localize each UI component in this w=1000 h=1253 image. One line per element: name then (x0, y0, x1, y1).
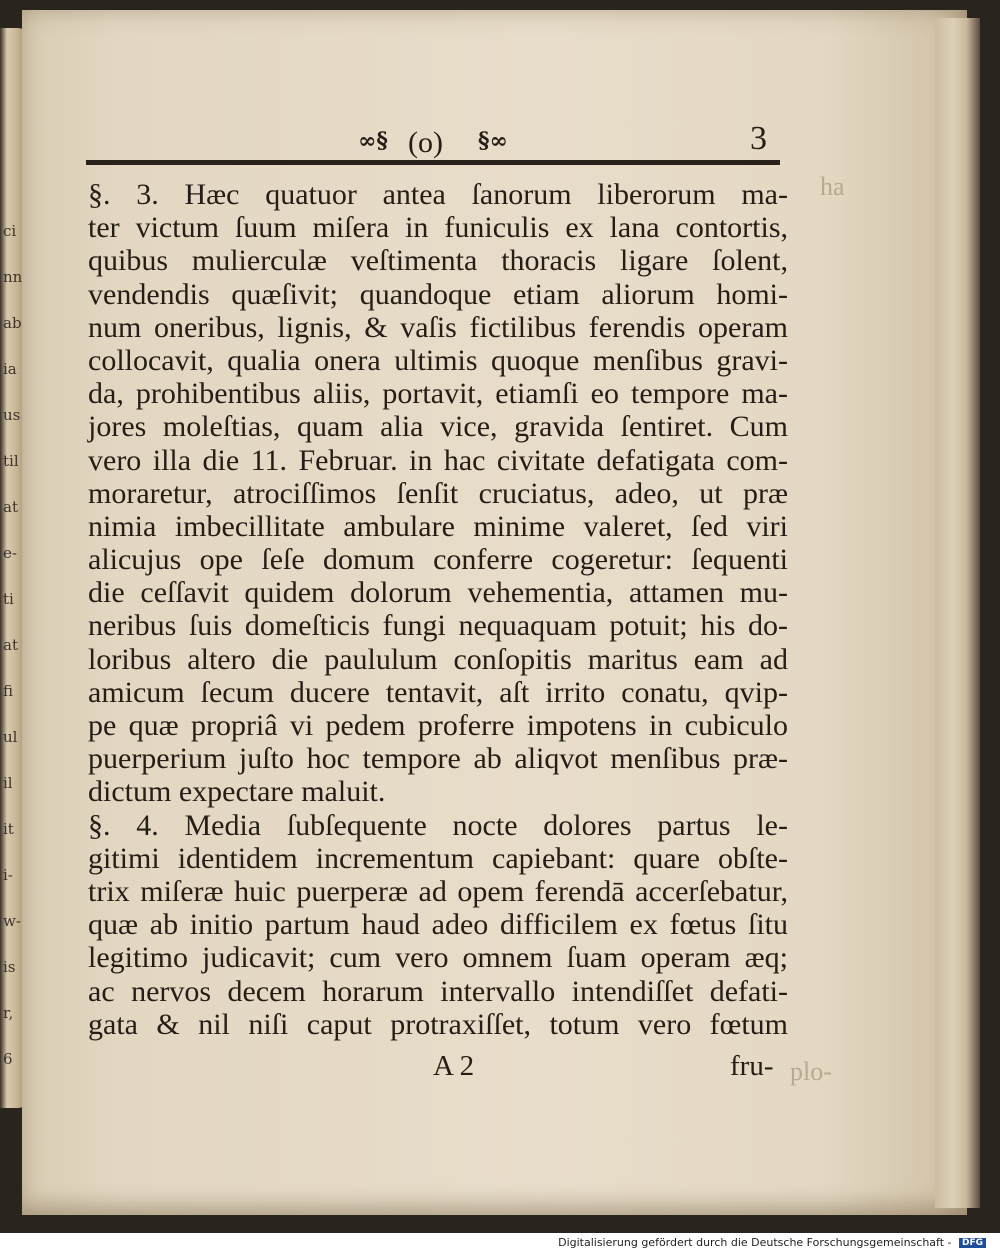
body-text (88, 178, 788, 1041)
bleed-through-top: ha (820, 172, 845, 201)
right-page-edge (935, 18, 980, 1208)
header-ornament-left: ∞§ (358, 128, 388, 154)
text-line: puerperium juſto hoc tempore ab aliqvot menſibus præ- (88, 742, 788, 776)
page-number: 3 (750, 120, 767, 157)
text-line: da, prohibentibus aliis, portavit, etiamſi eo tempore ma- (88, 377, 788, 411)
text-line: alicujus ope ſeſe domum conferre cogeretur: ſequenti (88, 543, 788, 577)
text-line: gata & nil niſi caput protraxiſſet, totum vero fœtum (88, 1007, 788, 1041)
text-line: quæ ab initio partum haud adeo difficilem ex fœtus ſitu (88, 908, 788, 942)
digitization-credit (558, 1236, 986, 1249)
text-line: dictum expectare maluit. (88, 775, 386, 809)
text-line: collocavit, qualia onera ultimis quoque menſibus gravi- (88, 343, 788, 377)
text-line: amicum ſecum ducere tentavit, aſt irrito conatu, qvip- (88, 675, 788, 709)
header-rule (86, 160, 780, 165)
text-line: jores moleſtias, quam alia vice, gravida ſentiret. Cum (88, 410, 788, 444)
text-line: ter victum ſuum miſera in funiculis ex lana contortis, (88, 211, 788, 245)
text-line: §. 3. Hæc quatuor antea ſanorum liberorum ma- (88, 178, 788, 211)
text-line: legitimo judicavit; cum vero omnem ſuam operam æq; (88, 941, 788, 975)
catchword: fru- (730, 1050, 774, 1082)
text-line: moraretur, atrociſſimos ſenſit cruciatus, adeo, ut præ (88, 476, 788, 510)
dfg-logo: DFG (959, 1238, 986, 1248)
left-edge-text-fragments: ci nn ab ia us til at e- ti at fi ul il it i- w- is r, 6 (3, 222, 23, 1068)
text-line: trix miſeræ huic puerperæ ad opem ferendā accerſebatur, (88, 874, 788, 908)
text-line: nimia imbecillitate ambulare minime valeret, ſed viri (88, 509, 788, 543)
text-line: loribus altero die paululum conſopitis maritus eam ad (88, 642, 788, 676)
credit-text: Digitalisierung gefördert durch die Deutsche Forschungsgemeinschaft - (558, 1236, 952, 1249)
text-line: quibus mulierculæ veſtimenta thoracis ligare ſolent, (88, 244, 788, 278)
text-line: neribus ſuis domeſticis fungi nequaquam potuit; his do- (88, 609, 788, 643)
text-line: pe quæ propriâ vi pedem proferre impotens in cubiculo (88, 709, 788, 742)
text-line: vero illa die 11. Februar. in hac civitate defatigata com- (88, 443, 788, 477)
text-line: vendendis quæſivit; quandoque etiam aliorum homi- (88, 277, 788, 311)
text-line: die ceſſavit quidem dolorum vehementia, attamen mu- (88, 576, 788, 610)
header-ornament-right: §∞ (478, 128, 508, 154)
text-line: gitimi identidem incrementum capiebant: quare obſte- (88, 841, 788, 875)
bleed-through-bottom: plo- (790, 1057, 832, 1086)
header-mark: (o) (408, 126, 443, 159)
text-line: ac nervos decem horarum intervallo intendiſſet defati- (88, 974, 788, 1008)
text-line: §. 4. Media ſubſequente nocte dolores partus le- (88, 808, 788, 842)
digitization-footer (0, 1233, 1000, 1253)
signature-mark: A 2 (433, 1050, 475, 1082)
text-line: num oneribus, lignis, & vaſis fictilibus ferendis operam (88, 310, 788, 344)
